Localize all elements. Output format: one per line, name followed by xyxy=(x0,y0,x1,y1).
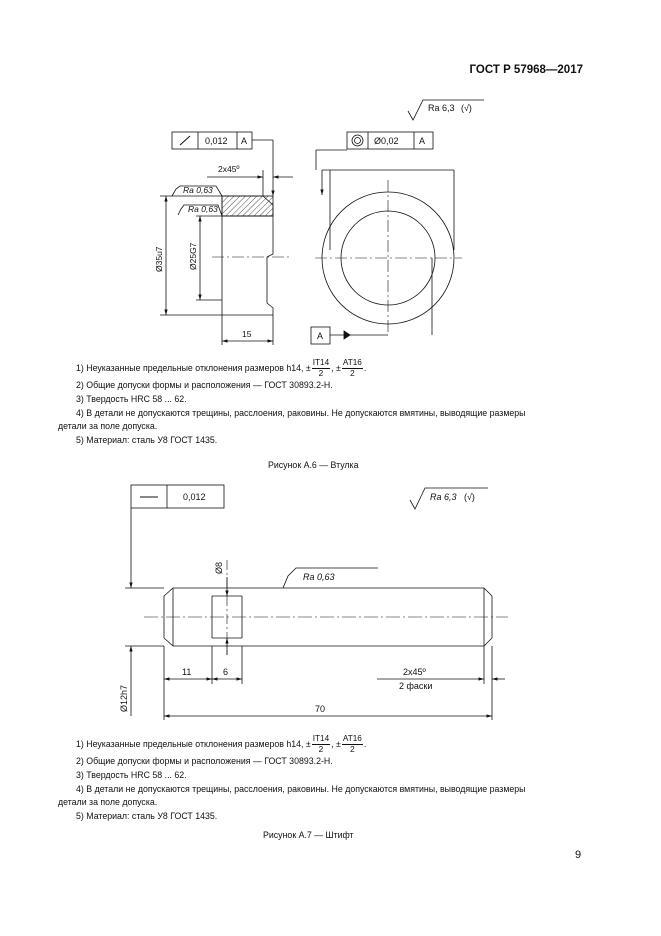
caption-figure-a6: Рисунок А.6 — Втулка xyxy=(268,460,359,470)
note-4-cont: детали за поле допуска. xyxy=(58,421,158,432)
fraction-num: AT16 xyxy=(342,358,362,367)
fraction-num: AT16 xyxy=(342,734,362,743)
note-1-text: 1) Неуказанные предельные отклонения размеров h14, ± xyxy=(76,362,311,373)
fig7-chamfer-note: 2 фаски xyxy=(399,681,433,691)
flatness-frame xyxy=(131,485,224,588)
fig6-chamfer: 2x45º xyxy=(218,164,240,174)
note-1-end: . xyxy=(363,362,367,373)
document-header: ГОСТ Р 57968—2017 xyxy=(469,64,583,76)
fig6-concentricity-value: Ø0,02 xyxy=(374,136,399,146)
note-4: 4) В детали не допускаются трещины, расслоения, раковины. Не допускаются вмятины, выводящие размеры xyxy=(76,783,526,794)
note-1 xyxy=(58,358,598,379)
fraction-it14 xyxy=(312,734,330,755)
fig7-dim-length: 70 xyxy=(315,704,326,714)
note-1-mid: , ± xyxy=(331,362,341,373)
fraction-num: IT14 xyxy=(312,734,330,743)
fig7-ra-surface: Ra 0,63 xyxy=(303,572,335,582)
notes-figure-a7 xyxy=(58,734,598,824)
fig6-dim-length: 15 xyxy=(242,329,252,339)
note-1-text: 1) Неуказанные предельные отклонения размеров h14, ± xyxy=(76,738,311,749)
note-2: 2) Общие допуски формы и расположения — ГОСТ 30893.2-Н. xyxy=(76,756,333,766)
fig7-roughness-general: Ra 6,3 xyxy=(430,492,457,502)
fig6-ra-outer: Ra 0,63 xyxy=(183,185,213,195)
fraction-at16 xyxy=(342,358,363,379)
figure-a7 xyxy=(125,485,508,720)
fraction-den: 2 xyxy=(350,369,355,378)
fig6-dim-inner: Ø25G7 xyxy=(188,242,198,270)
fig6-ra-inner: Ra 0,63 xyxy=(188,204,218,214)
page-number: 9 xyxy=(575,849,582,861)
fig7-roughness-check: (√) xyxy=(464,492,475,502)
datum-a-marker xyxy=(311,258,432,344)
fig7-dim-diameter: Ø12h7 xyxy=(119,684,129,712)
note-1 xyxy=(58,734,598,755)
fig7-dim-6: 6 xyxy=(223,667,229,677)
fig6-dim-outer: Ø35u7 xyxy=(154,246,164,272)
caption-figure-a7: Рисунок А.7 — Штифт xyxy=(263,830,354,840)
fig7-flatness-value: 0,012 xyxy=(183,492,206,502)
fig7-chamfer: 2x45º xyxy=(403,667,426,677)
note-2: 2) Общие допуски формы и расположения — ГОСТ 30893.2-Н. xyxy=(76,380,333,390)
note-5: 5) Материал: сталь У8 ГОСТ 1435. xyxy=(76,811,218,822)
fraction-at16 xyxy=(342,734,363,755)
bushing-end-view xyxy=(315,170,462,335)
fraction-den: 2 xyxy=(318,369,324,378)
fraction-it14 xyxy=(312,358,330,379)
fig6-runout-value: 0,012 xyxy=(205,136,228,146)
fraction-den: 2 xyxy=(318,745,324,754)
note-1-mid: , ± xyxy=(331,738,341,749)
fraction-den: 2 xyxy=(350,745,355,754)
fig7-dim-hole: Ø8 xyxy=(214,561,224,574)
note-3: 3) Твердость HRC 58 ... 62. xyxy=(76,769,187,780)
fig6-roughness-general: Ra 6,3 xyxy=(428,103,455,113)
note-4-cont: детали за поле допуска. xyxy=(58,797,158,808)
fraction-num: IT14 xyxy=(312,358,330,367)
fig6-datum-label: A xyxy=(317,331,324,341)
note-3: 3) Твердость HRC 58 ... 62. xyxy=(76,393,187,404)
fig6-concentricity-datum: A xyxy=(419,136,426,146)
note-5: 5) Материал: сталь У8 ГОСТ 1435. xyxy=(76,435,218,446)
bushing-section xyxy=(212,196,290,315)
notes-figure-a6 xyxy=(58,358,598,448)
note-4: 4) В детали не допускаются трещины, расслоения, раковины. Не допускаются вмятины, выводящие размеры xyxy=(76,407,526,418)
fig6-roughness-check: (√) xyxy=(461,103,472,113)
fig7-dim-11: 11 xyxy=(182,667,192,677)
fig6-runout-datum: A xyxy=(241,136,248,146)
note-1-end: . xyxy=(363,738,367,749)
